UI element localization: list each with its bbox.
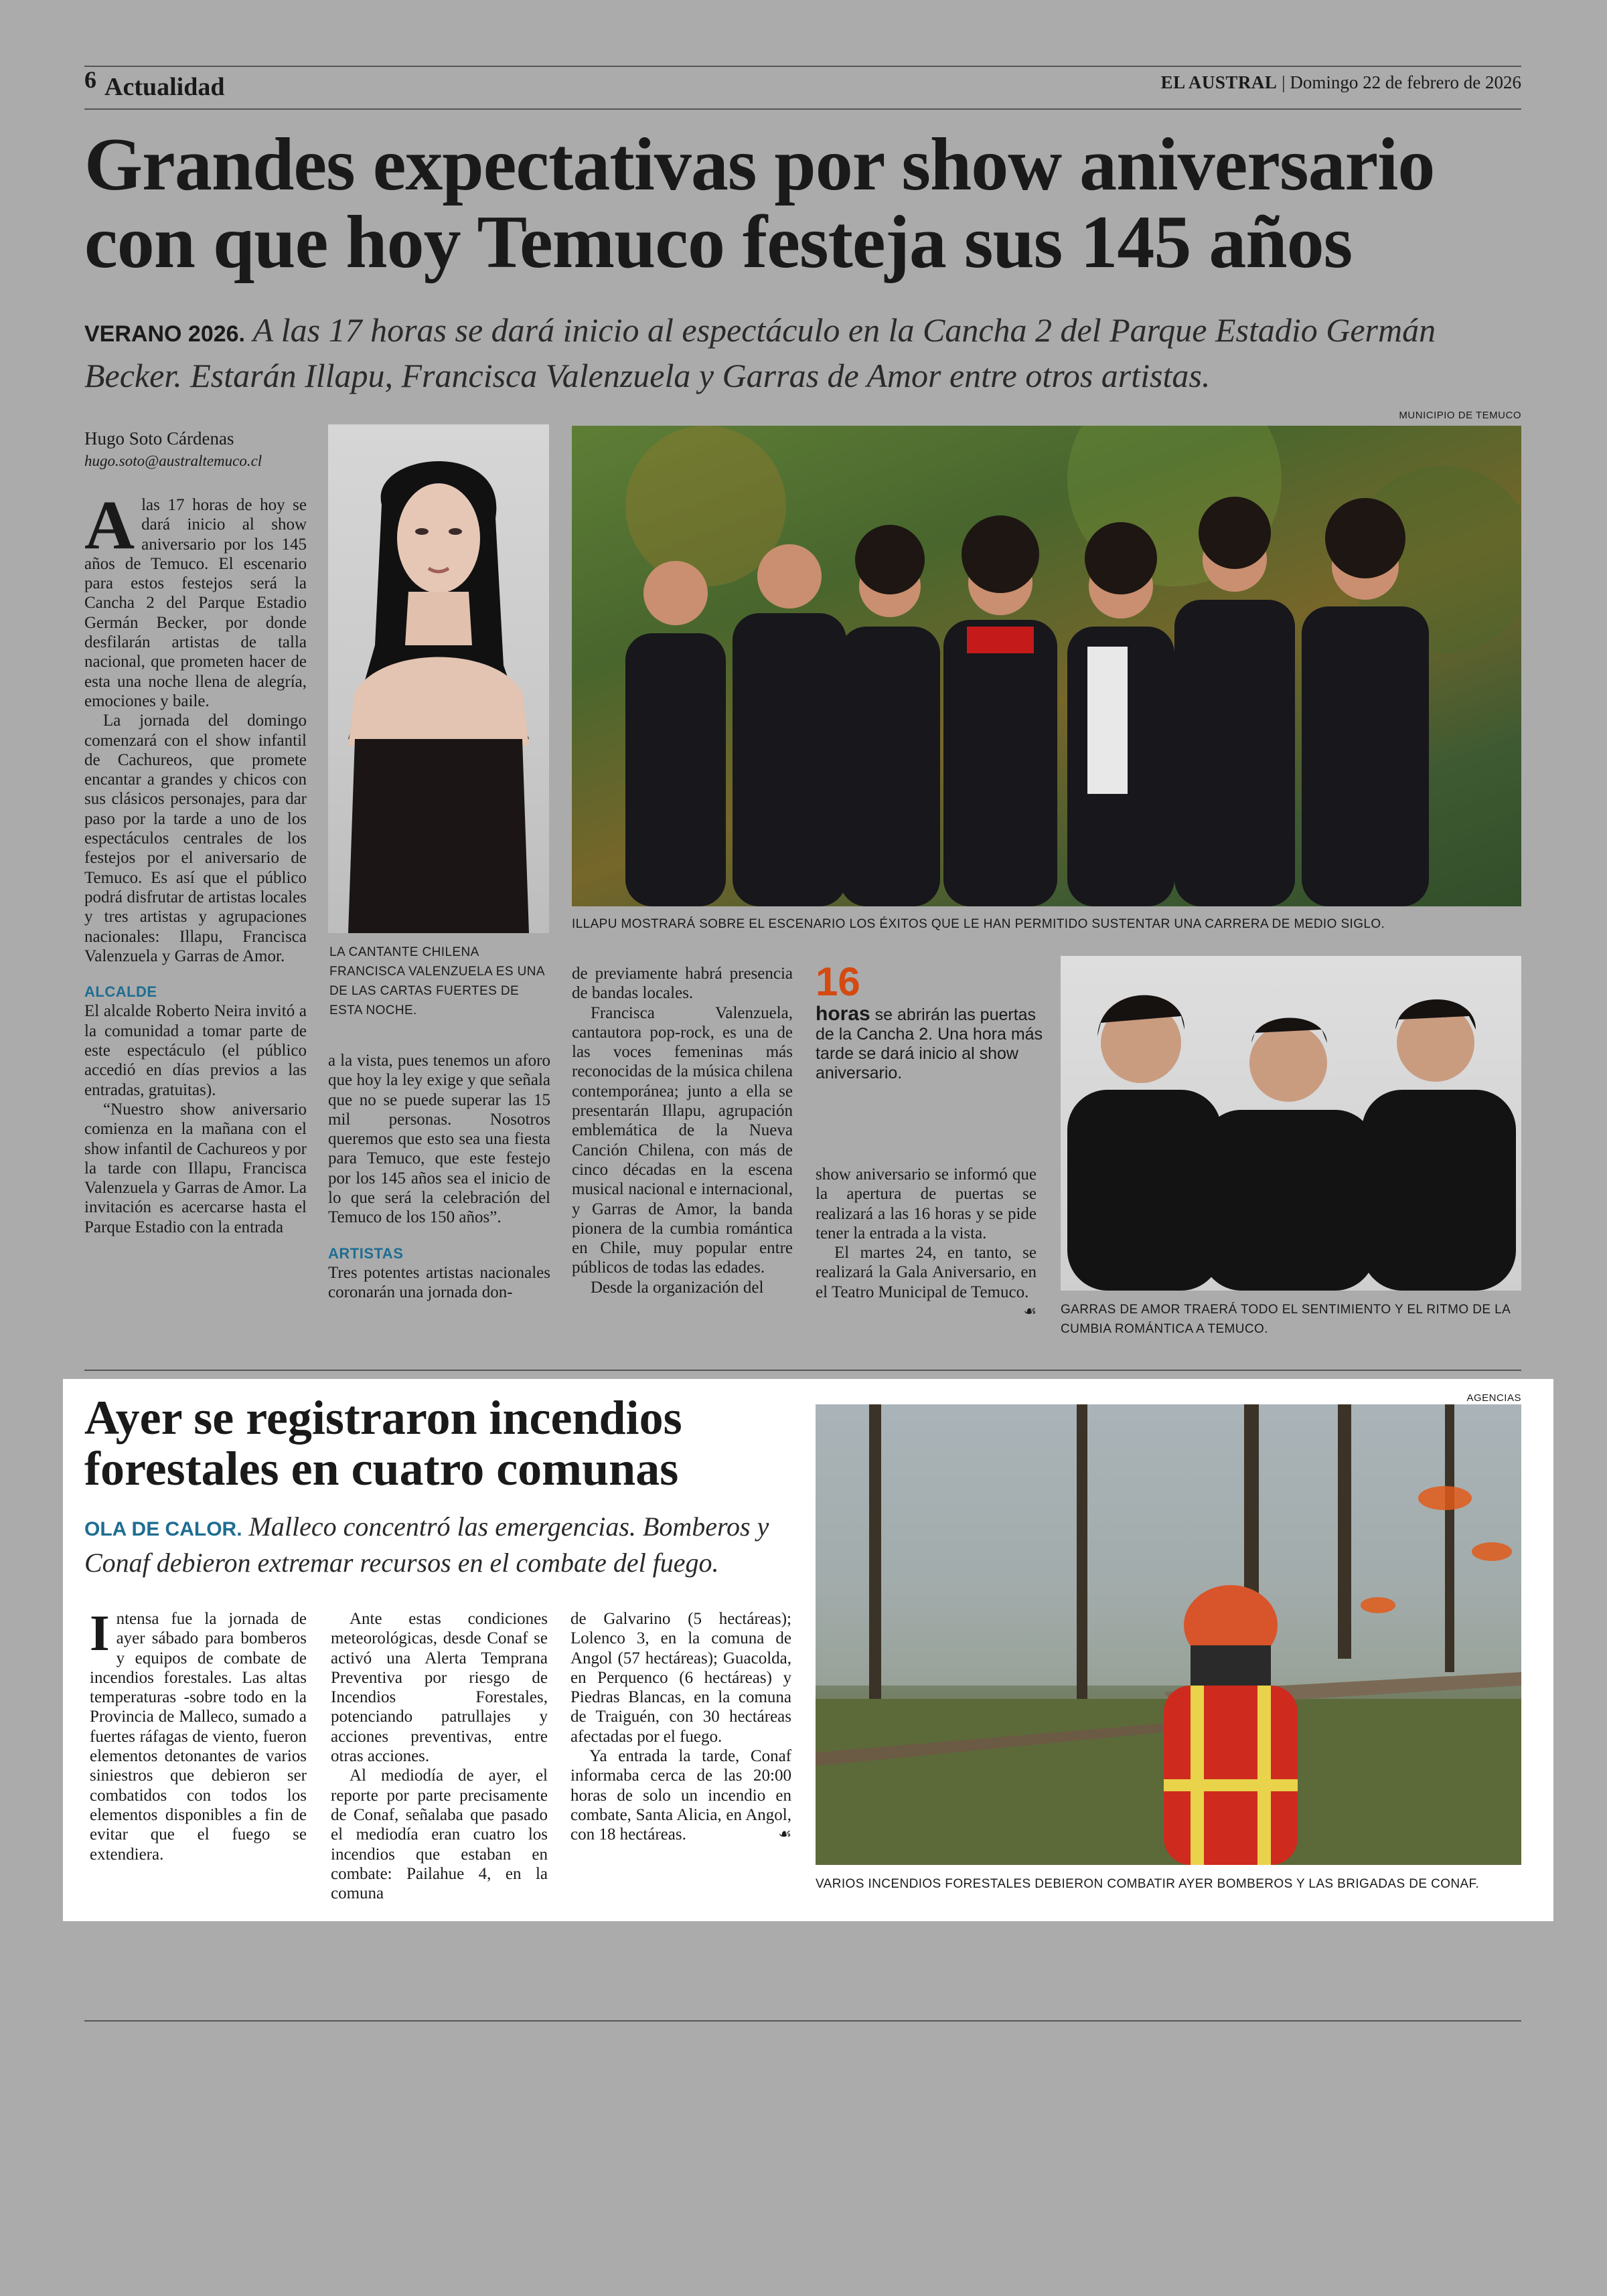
article2-kicker bbox=[84, 1510, 794, 1580]
highlight-text: horas se abrirán las puertas de la Cancha 2. Una hora más tarde se dará inicio al show aniversario. bbox=[816, 1003, 1043, 1082]
paragraph: Ya entrada la tarde, Conaf informaba cerca de las 20:00 horas de solo un incendio en combate, Santa Alicia, en Angol, con 18 hectáreas. ☙ bbox=[570, 1747, 791, 1844]
paragraph: Desde la organización del bbox=[591, 1278, 764, 1297]
kicker-tag: VERANO 2026. bbox=[84, 321, 245, 347]
article2-headline: Ayer se registraron incendios forestales en cuatro comunas bbox=[84, 1391, 682, 1495]
eye-left bbox=[415, 528, 429, 535]
publication-date: Domingo 22 de febrero de 2026 bbox=[1290, 72, 1521, 92]
article1-column-3 bbox=[572, 964, 793, 1297]
paragraph: Francisca Valenzuela, cantautora pop-rock, es una de las voces femeninas más reconocidas de la música chilena contemporánea; junto a ella se presentarán Illapu, agrupación emblemática de la Nueva Canción Chilena, con más de cinco décadas en la escena musical nacional e internacional, y Garras de Amor, la banda pionera de la cumbia romántica en Chile, muy popular entre públicos de todas las edades. bbox=[572, 1003, 793, 1277]
lead-paragraph: Intensa fue la jornada de ayer sábado para bomberos y equipos de combate de incendios forestales. Las altas temperaturas -sobre todo en la Provincia de Malleco, sumado a fuertes ráfagas de viento, fueron elementos detonantes de varios siniestros que debieron ser combatidos con todos los elementos disponibles a fin de evitar que el fuego se extendiera. bbox=[90, 1605, 307, 1864]
francisca-valenzuela-photo bbox=[328, 424, 549, 933]
lead-paragraph: Alas 17 horas de hoy se dará inicio al show aniversario por los 145 años de Temuco. El escenario para estos festejos será la Cancha 2 del Parque Estadio Germán Becker, por donde desfilarán artistas de talla nacional, que prometen hacer de esta una noche llena de alegría, emociones y baile. bbox=[84, 487, 307, 710]
subhead-artistas: ARTISTAS bbox=[328, 1244, 404, 1262]
section-title: Actualidad bbox=[104, 73, 225, 101]
masthead bbox=[1161, 72, 1521, 93]
article1-column-2 bbox=[328, 1051, 550, 1303]
highlight-unit: horas bbox=[816, 1003, 870, 1025]
article1-column-4 bbox=[816, 1165, 1037, 1321]
publication-name: EL AUSTRAL bbox=[1160, 72, 1278, 92]
header-rule bbox=[84, 108, 1521, 110]
eye-right bbox=[449, 528, 462, 535]
kicker-text: A las 17 horas se dará inicio al espectáculo en la Cancha 2 del Parque Estadio Germán Becker. Estarán Illapu, Francisca Valenzuela y Garras de Amor entre otros artistas. bbox=[84, 311, 1436, 394]
article1-column-1 bbox=[84, 487, 307, 1237]
kicker2-text: Malleco concentró las emergencias. Bomberos y Conaf debieron extremar recursos en el combate del fuego. bbox=[84, 1511, 769, 1578]
paragraph: Ante estas condiciones meteorológicas, desde Conaf se activó una Alerta Temprana Preventiva por riesgo de Incendios Forestales, potenciando patrullajes y acciones preventivas, entre otras acciones. bbox=[331, 1610, 548, 1766]
end-mark-icon: ☙ bbox=[778, 1826, 791, 1843]
highlight-number: 16 bbox=[816, 959, 860, 1004]
end-mark-icon: ☙ bbox=[1023, 1303, 1037, 1321]
article-divider bbox=[84, 1370, 1521, 1371]
bottom-rule bbox=[84, 2020, 1521, 2022]
paragraph: de Galvarino (5 hectáreas); Lolenco 3, en la comuna de Angol (57 hectáreas); Guacolda, en Perquenco (6 hectáreas) y Piedras Blancas, en la comuna de Traiguén, con 30 hectáreas afectadas por el fuego. bbox=[570, 1610, 791, 1746]
paragraph: El alcalde Roberto Neira invitó a la comunidad a tomar parte de este espectáculo (el público accedió en días previos a las entradas, gratuitas). bbox=[84, 1002, 307, 1099]
portrait-illustration bbox=[328, 424, 549, 933]
paragraph: Al mediodía de ayer, el reporte por parte precisamente de Conaf, señalaba que pasado el mediodía eran cuatro los incendios que estaban en combate: Pailahue 4, en la comuna bbox=[331, 1767, 548, 1903]
face-shape bbox=[397, 483, 480, 593]
kicker2-tag: OLA DE CALOR. bbox=[84, 1518, 242, 1540]
wildfire-photo bbox=[816, 1404, 1521, 1865]
wildfire-illustration bbox=[816, 1404, 1521, 1865]
dropcap: A bbox=[84, 487, 135, 564]
illapu-photo bbox=[572, 426, 1521, 906]
paragraph: “Nuestro show aniversario comienza en la mañana con el show infantil de Cachureos y por la tarde con Illapu, Francisca Valenzuela y Garras de Amor. La invitación es acercarse hasta el Parque Estadio con la entrada bbox=[84, 1100, 307, 1236]
dropcap: I bbox=[90, 1605, 110, 1661]
fire-photo-caption: VARIOS INCENDIOS FORESTALES DEBIERON COMBATIR AYER BOMBEROS Y LAS BRIGADAS DE CONAF. bbox=[816, 1877, 1480, 1891]
author-name: Hugo Soto Cárdenas bbox=[84, 428, 234, 448]
masthead-divider: | bbox=[1282, 72, 1290, 92]
article-kicker bbox=[84, 309, 1531, 396]
illapu-photo-credit: MUNICIPIO DE TEMUCO bbox=[1399, 410, 1521, 421]
dress-shape bbox=[348, 739, 529, 933]
paragraph: El martes 24, en tanto, se realizará la Gala Aniversario, en el Teatro Municipal de Temuco. ☙ bbox=[816, 1243, 1037, 1302]
francisca-photo-caption: LA CANTANTE CHILENA FRANCISCA VALENZUELA ES UNA DE LAS CARTAS FUERTES DE ESTA NOCHE. bbox=[329, 945, 544, 1017]
page-number: 6 bbox=[84, 66, 96, 93]
top-rule bbox=[84, 66, 1521, 67]
fire-photo-credit: AGENCIAS bbox=[1466, 1392, 1521, 1404]
subhead-alcalde: ALCALDE bbox=[84, 983, 157, 1001]
article-headline: Grandes expectativas por show aniversario con que hoy Temuco festeja sus 145 años bbox=[84, 123, 1435, 284]
article2-column-1 bbox=[90, 1605, 307, 1864]
paragraph: La jornada del domingo comenzará con el show infantil de Cachureos, que promete encantar a grandes y chicos con sus clásicos personajes, para dar paso por la tarde a uno de los espectáculos centrales de los festejos por el aniversario de Temuco. Es así que el público podrá disfrutar de artistas locales y tres artistas y agrupaciones nacionales: Illapu, Francisca Valenzuela y Garras de Amor. bbox=[84, 712, 307, 965]
paragraph: de previamente habrá presencia de bandas locales. bbox=[572, 965, 793, 1003]
author-email[interactable]: hugo.soto@australtemuco.cl bbox=[84, 453, 262, 469]
article2-column-3 bbox=[570, 1609, 791, 1845]
garras-photo-caption: GARRAS DE AMOR TRAERÁ TODO EL SENTIMIENTO Y EL RITMO DE LA CUMBIA ROMÁNTICA A TEMUCO. bbox=[1061, 1303, 1511, 1336]
illapu-photo-caption: ILLAPU MOSTRARÁ SOBRE EL ESCENARIO LOS ÉXITOS QUE LE HAN PERMITIDO SUSTENTAR UNA CARRERA DE MEDIO SIGLO. bbox=[572, 917, 1385, 931]
paragraph: a la vista, pues tenemos un aforo que hoy la ley exige y que señala que no se puede superar las 15 mil personas. Nosotros queremos que esto sea una fiesta para Temuco, que este festejo por los 145 años sea el inicio de lo que será la celebración del Temuco de los 150 años”. bbox=[328, 1052, 550, 1227]
band-illustration bbox=[572, 426, 1521, 906]
article2-column-2 bbox=[331, 1609, 548, 1903]
paragraph: Tres potentes artistas nacionales coronarán una jornada don- bbox=[328, 1263, 550, 1302]
paragraph: show aniversario se informó que la apertura de puertas se realizará a las 16 horas y se pide tener la entrada a la vista. bbox=[816, 1165, 1037, 1242]
garras-de-amor-photo bbox=[1061, 956, 1521, 1291]
neck-shape bbox=[405, 592, 472, 645]
trio-illustration bbox=[1061, 956, 1521, 1291]
